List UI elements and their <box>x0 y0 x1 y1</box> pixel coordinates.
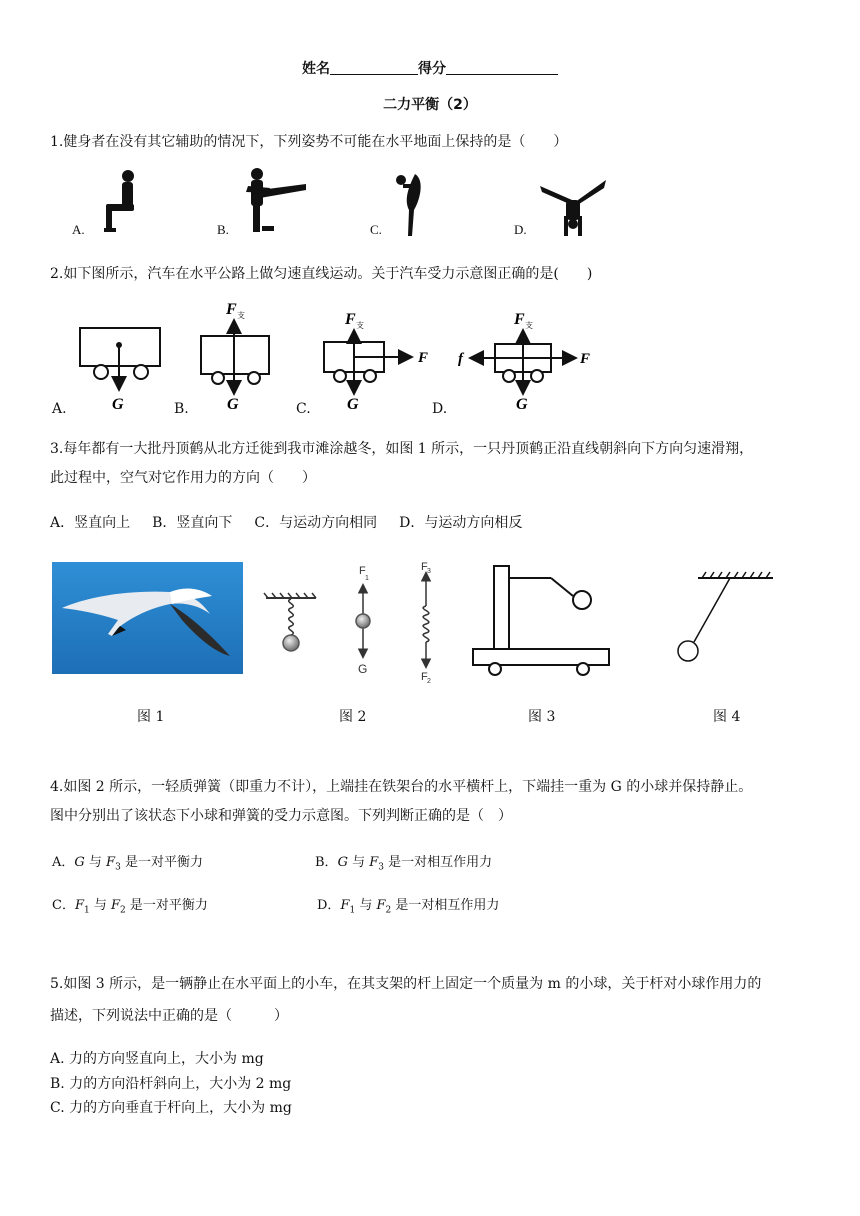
q1-option-a: A. <box>72 222 85 237</box>
q4-option-b: B．G 与 $F_3$ 是一对相互作用力 <box>315 855 493 873</box>
car-diagram-a <box>80 328 160 388</box>
q5-option-a: A. 力的方向竖直向上，大小为 mg <box>50 1051 264 1067</box>
caption-fig4: 图 4 <box>713 709 741 725</box>
label-support-sub-c: 支 <box>356 321 364 330</box>
score-label: 得分 <box>418 61 446 77</box>
label-support-sub-d: 支 <box>525 321 533 330</box>
label-f-d: F <box>580 351 591 367</box>
q3-option-d: D．与运动方向相反 <box>399 515 523 531</box>
car-diagram-c <box>324 332 410 392</box>
kicking-figure-icon <box>246 168 306 232</box>
name-blank[interactable] <box>330 60 418 75</box>
label-f2-fig2: F <box>421 671 428 683</box>
label-g-fig2: G <box>358 662 368 676</box>
q1-option-c: C. <box>370 222 382 237</box>
q4-option-a: A．G 与 $F_3$ 是一对平衡力 <box>52 855 203 873</box>
crane-photo <box>52 562 243 674</box>
label-f-c: F <box>418 350 429 366</box>
label-g-c: G <box>347 396 359 413</box>
cart-rod-ball-apparatus <box>473 566 609 675</box>
label-friction-d: f <box>458 351 463 367</box>
name-label: 姓名 <box>302 61 330 77</box>
q1-posture-figures <box>0 160 860 240</box>
label-g-a: G <box>112 396 124 413</box>
q2-option-c: C. <box>296 401 311 417</box>
q4-stem-line2: 图中分别出了该状态下小球和弹簧的受力示意图。下列判断正确的是（ ） <box>50 808 512 824</box>
q3-option-b: B．竖直向下 <box>152 515 233 531</box>
label-f2-sub-fig2: 2 <box>427 678 431 685</box>
q2-force-diagrams <box>0 296 860 420</box>
q3-option-a: A．竖直向上 <box>50 515 131 531</box>
label-support-sub-b: 支 <box>237 311 245 320</box>
caption-fig1: 图 1 <box>137 709 165 725</box>
q3-stem-line1: 3.每年都有一大批丹顶鹤从北方迁徙到我市滩涂越冬，如图 1 所示，一只丹顶鹤正沿直线朝斜向下方向匀速滑翔， <box>50 441 754 457</box>
label-f3-fig2: F <box>421 561 428 573</box>
q4-option-d: D．$F_1$ 与 $F_2$ 是一对相互作用力 <box>317 898 500 916</box>
q3-options <box>50 512 522 532</box>
label-g-d: G <box>516 396 528 413</box>
q2-stem: 2.如下图所示，汽车在水平公路上做匀速直线运动。关于汽车受力示意图正确的是( ) <box>50 266 593 282</box>
label-f1-sub-fig2: 1 <box>365 575 369 582</box>
balance-figure-icon <box>540 180 606 236</box>
center-of-mass-dot <box>116 342 122 348</box>
label-g-b: G <box>227 396 239 413</box>
page-title: 二力平衡（2） <box>383 97 477 113</box>
gymnast-figure-icon <box>396 174 421 236</box>
q5-option-b: B. 力的方向沿杆斜向上，大小为 2 mg <box>50 1076 292 1092</box>
q3-stem-line2: 此过程中，空气对它作用力的方向（ ） <box>50 470 316 486</box>
q5-stem-line1: 5.如图 3 所示，是一辆静止在水平面上的小车，在其支架的杆上固定一个质量为 m 的小球，关于杆对小球作用力的 <box>50 976 762 992</box>
sitting-figure-icon <box>104 170 134 232</box>
car-diagram-d <box>472 332 574 392</box>
label-f3-sub-fig2: 3 <box>427 568 431 575</box>
q1-stem: 1.健身者在没有其它辅助的情况下，下列姿势不可能在水平地面上保持的是（ ） <box>50 134 568 150</box>
label-f-support-b: F <box>226 301 237 318</box>
spring-ball-apparatus <box>264 593 316 651</box>
q4-stem-line1: 4.如图 2 所示，一轻质弹簧（即重力不计），上端挂在铁架台的水平横杆上，下端挂一重为 G 的小球并保持静止。 <box>50 779 753 795</box>
caption-fig3: 图 3 <box>528 709 556 725</box>
q1-option-d: D. <box>514 222 527 237</box>
q2-option-b: B. <box>174 401 189 417</box>
label-f-support-c: F <box>345 311 356 328</box>
student-info-line <box>0 58 860 78</box>
q1-option-b: B. <box>217 222 229 237</box>
figures-row <box>0 556 860 686</box>
spring-force-diagram <box>423 574 429 666</box>
ball-force-diagram <box>356 586 370 656</box>
q5-stem-line2: 描述，下列说法中正确的是（ ） <box>50 1008 288 1024</box>
q2-option-a: A. <box>52 401 67 417</box>
q4-option-c: C．$F_1$ 与 $F_2$ 是一对平衡力 <box>52 898 208 916</box>
caption-fig2: 图 2 <box>339 709 367 725</box>
q5-option-c: C. 力的方向垂直于杆向上，大小为 mg <box>50 1100 292 1116</box>
label-f1-fig2: F <box>359 565 366 577</box>
q3-option-c: C．与运动方向相同 <box>254 515 378 531</box>
car-diagram-b <box>201 322 269 392</box>
score-blank[interactable] <box>446 60 558 75</box>
q2-option-d: D. <box>432 401 448 417</box>
ceiling-pendulum <box>678 572 773 661</box>
label-f-support-d: F <box>514 311 525 328</box>
